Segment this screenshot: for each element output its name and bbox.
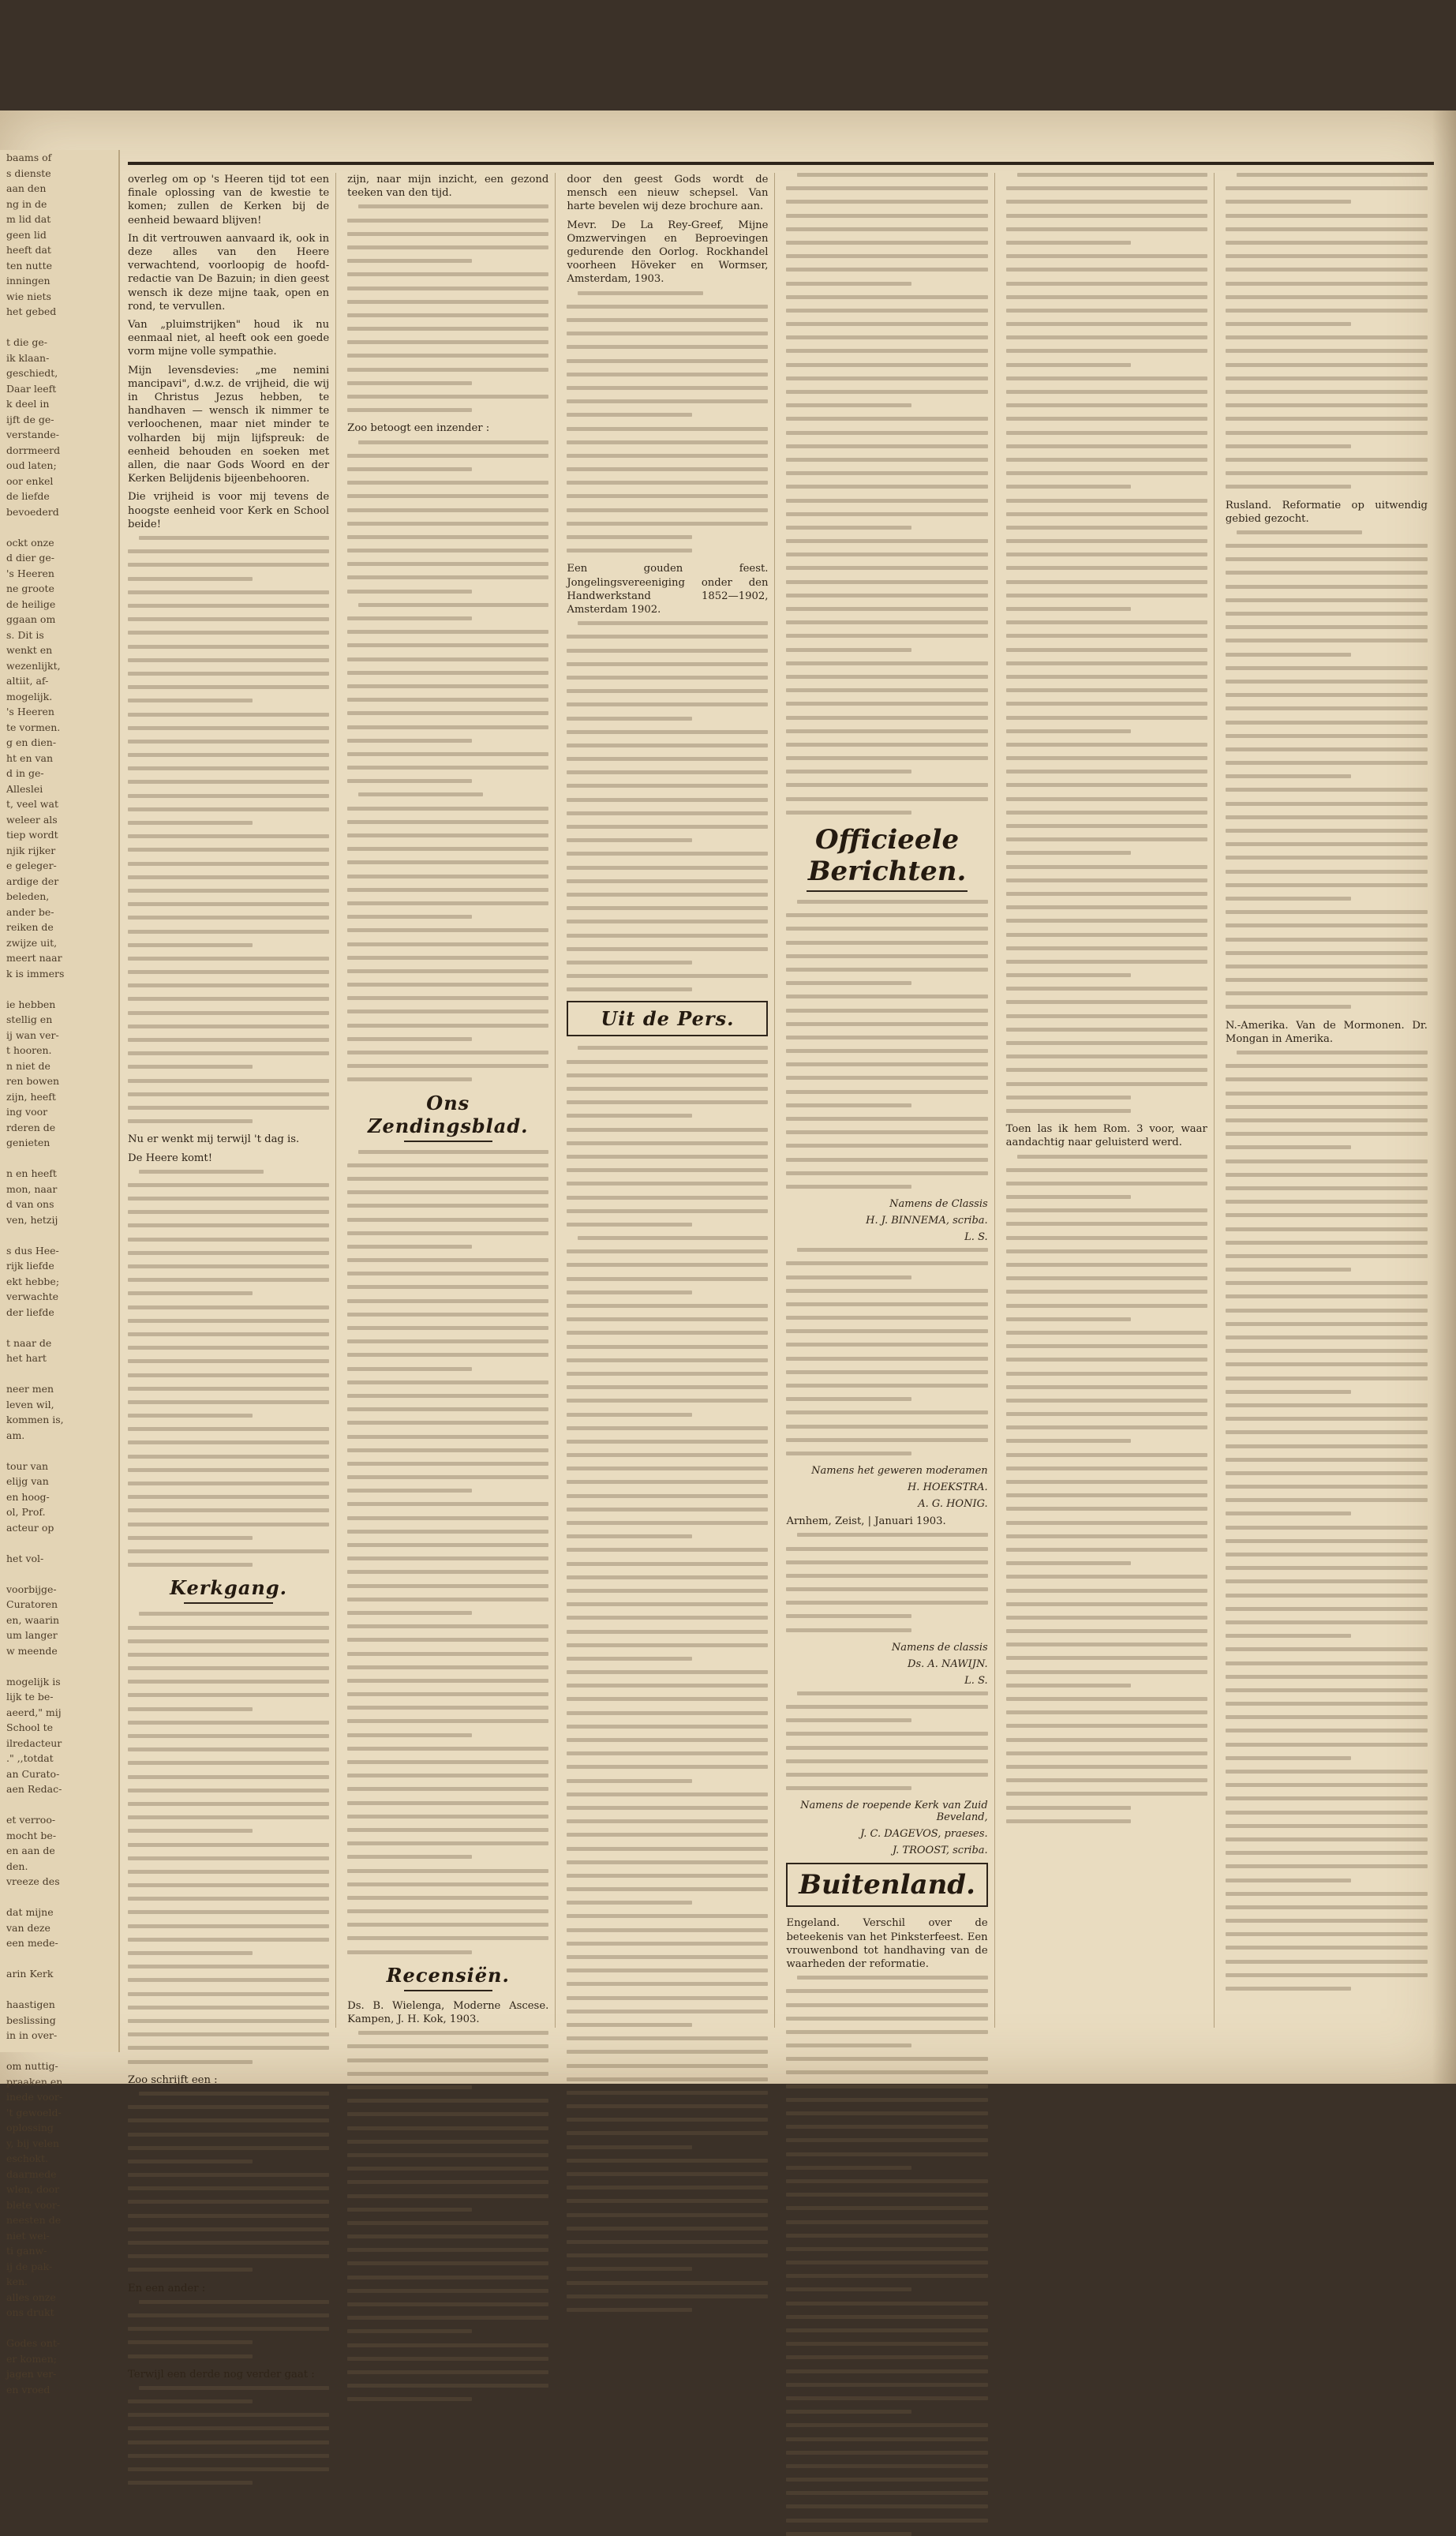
illegible-text-block [128, 536, 329, 1123]
adjacent-text-fragment: wenkt en [6, 644, 53, 656]
adjacent-text-fragment: ren bowen [6, 1075, 60, 1087]
adjacent-text-fragment: mon, naar [6, 1182, 58, 1195]
adjacent-text-fragment [0, 1227, 118, 1243]
adjacent-text-fragment [0, 1982, 118, 1998]
adjacent-text-fragment [0, 1535, 118, 1551]
column-1 [128, 173, 336, 2381]
adjacent-text-fragment: bevoederd [6, 505, 59, 518]
adjacent-text-fragment: der liefde [6, 1305, 54, 1318]
adjacent-text-fragment: g en dien- [6, 736, 57, 748]
adjacent-text-fragment: ven, hetzij [6, 1213, 58, 1226]
adjacent-text-fragment: blete voor- [6, 2198, 61, 2211]
adjacent-text-fragment: voorbijge- [6, 1583, 57, 1595]
illegible-text-block [347, 2031, 548, 2401]
column-3 [567, 173, 775, 2028]
illegible-text-block [347, 440, 548, 594]
adjacent-text-fragment: inningen [6, 275, 51, 287]
adjacent-text-fragment: beslissing [6, 2013, 56, 2026]
article-paragraph: Ds. B. Wielenga, Moderne Ascese. Kampen, J. H. Kok, 1903. [347, 1999, 549, 2026]
adjacent-text-fragment: reiken de [6, 921, 54, 933]
adjacent-text-fragment: niet wei- [6, 2229, 50, 2242]
illegible-text-block [786, 900, 987, 1189]
section-rule [184, 1602, 272, 1604]
adjacent-text-fragment: y, bij velen [6, 2137, 60, 2149]
adjacent-text-fragment: d in ge- [6, 767, 44, 779]
article-paragraph: Toen las ik hem Rom. 3 voor, waar aandachtig naar geluisterd werd. [1005, 1123, 1207, 1149]
adjacent-text-fragment: s. Dit is [6, 628, 44, 641]
adjacent-text-fragment: daarmede [6, 2167, 57, 2180]
signature-line: H. J. BINNEMA, scriba. [866, 1215, 988, 1227]
adjacent-text-fragment: alles onze [6, 2291, 56, 2303]
section-heading: Officieele Berichten. [807, 824, 967, 887]
illegible-text-block [347, 792, 548, 1081]
illegible-text-block [1006, 1155, 1207, 1823]
article-paragraph: Die vrijheid is voor mij tevens de hoogste eenheid voor Kerk en School beide! [128, 491, 330, 530]
signature-line: H. HOEKSTRA. [907, 1482, 988, 1494]
adjacent-text-fragment: het vol- [6, 1552, 44, 1564]
adjacent-text-fragment: ij wan ver- [6, 1028, 59, 1041]
illegible-text-block [1226, 1051, 1428, 1991]
adjacent-text-fragment: zijn, heeft [6, 1090, 56, 1103]
article-paragraph: Een gouden feest. Jongelingsvereeniging onder den Handwerkstand 1852—1902, Amsterdam 1902. [567, 563, 769, 616]
adjacent-text-fragment: ng in de [6, 197, 47, 210]
article-paragraph: Van „pluimstrijken" houd ik nu eenmaal niet, al heeft ook een goede vorm mijne volle sympathie. [128, 319, 330, 358]
article-paragraph: Nu er wenkt mij terwijl 't dag is. [128, 1133, 300, 1146]
section-heading: Uit de Pers. [601, 1007, 735, 1031]
text-columns [128, 173, 1434, 2381]
section-heading: Ons Zendingsblad. [368, 1091, 529, 1137]
article-paragraph: Arnhem, Zeist, | Januari 1903. [786, 1515, 946, 1528]
article-paragraph: Zoo schrijft een : [128, 2073, 218, 2086]
adjacent-text-fragment: t naar de [6, 1336, 52, 1349]
adjacent-text-fragment: 's Heeren [6, 567, 54, 579]
illegible-text-block [567, 621, 768, 991]
illegible-text-block [567, 1236, 768, 2312]
adjacent-text-fragment [0, 1658, 118, 1674]
adjacent-text-fragment: elijg van [6, 1475, 49, 1487]
illegible-text-block [1006, 173, 1207, 1113]
adjacent-text-fragment: rijk liefde [6, 1260, 54, 1272]
adjacent-text-fragment [0, 1366, 118, 1382]
article-paragraph: overleg om op 's Heeren tijd tot een finale oplossing van de kwestie te komen; zullen de Kerken bij de eenheid bewaard blijven! [128, 174, 330, 227]
adjacent-text-fragment: mocht be- [6, 1829, 57, 1841]
adjacent-text-fragment [0, 1890, 118, 1905]
section-rule [807, 890, 968, 892]
adjacent-text-fragment: am. [6, 1429, 25, 1441]
adjacent-text-fragment: ons drukt [6, 2306, 54, 2318]
adjacent-text-fragment: oplossing [6, 2122, 54, 2133]
adjacent-text-fragment: n niet de [6, 1059, 51, 1072]
section-rule [404, 1990, 492, 1991]
adjacent-text-fragment: ken. [6, 2276, 28, 2287]
adjacent-text-fragment: zwijze uit, [6, 936, 58, 949]
column-5 [1006, 173, 1215, 2028]
signature-line: Namens de Classis [889, 1198, 988, 1211]
adjacent-text-fragment: tiep wordt [6, 829, 58, 841]
adjacent-text-fragment: Curatoren [6, 1598, 58, 1610]
adjacent-text-fragment [0, 1151, 118, 1167]
adjacent-text-fragment: praaken en [6, 2075, 63, 2088]
adjacent-text-fragment: het hart [6, 1352, 47, 1364]
adjacent-text-fragment: en, waarin [6, 1613, 60, 1626]
adjacent-text-fragment: e geleger- [6, 860, 57, 871]
illegible-text-block [786, 1976, 987, 2536]
adjacent-text-fragment: aeerd," mij [6, 1706, 62, 1718]
adjacent-text-fragment [0, 320, 118, 335]
column-4 [786, 173, 994, 2028]
signature-line: Ds. A. NAWIJN. [908, 1658, 988, 1670]
adjacent-text-fragment: neer men [6, 1383, 54, 1395]
adjacent-text-fragment: acteur op [6, 1521, 54, 1534]
illegible-text-block [128, 2300, 329, 2358]
adjacent-text-fragment: t hooren. [6, 1044, 52, 1056]
adjacent-text-fragment: inede voor- [6, 2091, 63, 2103]
adjacent-text-fragment: et verroo- [6, 1814, 56, 1826]
illegible-text-block [128, 1170, 329, 1567]
adjacent-text-fragment: de heilige [6, 597, 56, 610]
adjacent-text-fragment [0, 2043, 118, 2059]
signature-line: L. S. [964, 1231, 988, 1244]
illegible-text-block [567, 291, 768, 553]
framed-section-heading [786, 1863, 987, 1907]
adjacent-text-fragment: baams of [6, 152, 52, 163]
adjacent-text-fragment: haastigen [6, 1998, 55, 2010]
adjacent-text-fragment: en hoog- [6, 1490, 50, 1503]
adjacent-text-fragment: dat mijne [6, 1906, 54, 1918]
adjacent-text-fragment: in in over- [6, 2029, 58, 2041]
adjacent-text-fragment: geen lid [6, 228, 47, 241]
adjacent-text-fragment: en aan de [6, 1845, 55, 1856]
adjacent-text-fragment: k deel in [6, 398, 50, 410]
article-paragraph: Zoo betoogt een inzender : [347, 422, 490, 435]
article-paragraph: Mevr. De La Rey-Greef, Mijne Omzwervingen en Beproevingen gedurende den Oorlog. Rockhandel voorheen Höveker en Wormser, Amsterdam, 1903. [567, 219, 769, 286]
adjacent-text-fragment: arin Kerk [6, 1968, 54, 1980]
adjacent-text-fragment [0, 2321, 118, 2336]
adjacent-text-fragment: s dienste [6, 167, 51, 179]
article-paragraph: Terwijl een derde nog verder gaat : [128, 2368, 315, 2381]
adjacent-text-fragment: ggaan om [6, 613, 56, 625]
illegible-text-block [347, 204, 548, 412]
adjacent-text-fragment: verstande- [6, 429, 59, 440]
adjacent-text-fragment [0, 1951, 118, 1967]
adjacent-text-fragment: en vroed [6, 2383, 51, 2396]
adjacent-text-fragment [0, 519, 118, 535]
column-6 [1226, 173, 1434, 2028]
adjacent-text-fragment: 's Heeren [6, 706, 54, 717]
article-paragraph: De Heere komt! [128, 1152, 213, 1164]
signature-line: L. S. [964, 1674, 988, 1687]
adjacent-text-fragment: um langer [6, 1629, 58, 1641]
adjacent-text-fragment: aen Redac- [6, 1783, 62, 1795]
adjacent-text-fragment: te vormen. [6, 721, 61, 733]
adjacent-text-fragment: d dier ge- [6, 552, 54, 564]
illegible-text-block [128, 1612, 329, 2063]
adjacent-text-fragment: ol, Prof. [6, 1506, 46, 1518]
adjacent-text-fragment: ander be- [6, 905, 54, 918]
adjacent-text-fragment: Alleslei [6, 782, 43, 795]
signature-line: Namens de classis [891, 1641, 988, 1654]
adjacent-text-fragment: kommen is, [6, 1414, 64, 1425]
adjacent-text-fragment: een mede- [6, 1937, 58, 1949]
adjacent-text-fragment: weleer als [6, 813, 58, 826]
adjacent-text-fragment: ing voor [6, 1106, 48, 1118]
adjacent-text-fragment: k is immers [6, 967, 65, 980]
adjacent-text-fragment: ockt onze [6, 536, 54, 549]
illegible-text-block [1226, 530, 1428, 1010]
adjacent-text-fragment: om nuttig- [6, 2060, 58, 2072]
framed-section-heading [567, 1001, 768, 1036]
adjacent-text-fragment: beleden, [6, 890, 50, 902]
section-rule [404, 1141, 492, 1142]
adjacent-text-fragment: ht en van [6, 751, 54, 764]
adjacent-text-fragment: stellig en [6, 1013, 53, 1025]
signature-line: Namens de roepende Kerk van Zuid Beveland, [800, 1800, 988, 1824]
adjacent-text-fragment: njik rijker [6, 844, 56, 856]
adjacent-text-fragment: ardige der [6, 875, 59, 887]
illegible-text-block [786, 1533, 987, 1631]
adjacent-text-fragment [0, 1566, 118, 1582]
adjacent-text-fragment: jagen ver- [6, 2368, 57, 2380]
illegible-text-block [128, 2092, 329, 2272]
adjacent-text-fragment: n en heeft [6, 1167, 57, 1179]
signature-line: Namens het geweren moderamen [811, 1465, 988, 1478]
illegible-text-block [1226, 173, 1428, 489]
adjacent-text-fragment: ijft de ge- [6, 413, 54, 425]
adjacent-text-fragment [0, 981, 118, 997]
section-heading: Recensiën. [386, 1963, 510, 1987]
adjacent-text-fragment: aan den [6, 182, 47, 194]
adjacent-text-fragment: School te [6, 1721, 54, 1733]
adjacent-text-fragment: oud laten; [6, 459, 57, 471]
illegible-text-block [347, 603, 548, 783]
adjacent-text-fragment: wie niets [6, 290, 51, 302]
adjacent-text-fragment: w meende [6, 1644, 58, 1657]
adjacent-text-fragment: heeft dat [6, 244, 51, 256]
adjacent-text-fragment: meert naar [6, 952, 62, 964]
adjacent-text-fragment: ." ,,totdat [6, 1752, 54, 1764]
adjacent-text-fragment [0, 1443, 118, 1459]
adjacent-text-fragment: tour van [6, 1459, 49, 1472]
illegible-text-block [128, 2386, 329, 2485]
adjacent-text-fragment: an Curato- [6, 1767, 60, 1780]
adjacent-text-fragment: t, veel wat [6, 798, 58, 810]
adjacent-text-fragment: m lid dat [6, 213, 51, 225]
article-paragraph: door den geest Gods wordt de mensch een nieuw schepsel. Van harte bevelen wij deze brochure aan. [567, 174, 769, 213]
section-heading: Kerkgang. [170, 1576, 287, 1600]
adjacent-text-fragment: ti ganw- [6, 2245, 47, 2257]
article-paragraph: Mijn levensdevies: „me nemini mancipavi", d.w.z. de vrijheid, die wij in Christus Jezus hebben, te handhaven — wensch ik nimmer te verloochenen, maar niet minder te volharden bij mijn lijfspreuk: de eenheid behouden en soeken met allen, die naar Gods Woord en der Kerken Belijdenis bijeenbehooren. [128, 364, 330, 485]
adjacent-text-fragment: wezenlijkt, [6, 659, 61, 672]
adjacent-text-fragment: s dus Hee- [6, 1244, 59, 1257]
adjacent-text-fragment: geschiedt, [6, 367, 58, 379]
article-paragraph: Rusland. Reformatie op uitwendig gebied gezocht. [1225, 499, 1428, 525]
illegible-text-block [347, 1150, 548, 1954]
adjacent-text-fragment: ie hebben [6, 998, 56, 1010]
adjacent-text-fragment: de liefde [6, 490, 50, 502]
adjacent-text-fragment: wlen, door [6, 2183, 60, 2195]
adjacent-page-strip [0, 150, 120, 2396]
signature-line: J. TROOST, scriba. [892, 1845, 988, 1857]
column-2 [347, 173, 556, 2028]
article-paragraph: In dit vertrouwen aanvaard ik, ook in deze alles van den Heere verwachtend, voorloopig de hoofd-redactie van De Bazuin; in dien geest wensch ik deze mijne taak, open en rond, te vervullen. [128, 232, 330, 313]
adjacent-text-fragment: Daar leeft [6, 382, 57, 395]
page-edge-shadow [1432, 111, 1456, 2084]
adjacent-text-fragment: vreeze des [6, 1875, 60, 1887]
adjacent-text-fragment: Godes ont- [6, 2337, 61, 2349]
adjacent-text-fragment: ik klaan- [6, 351, 50, 364]
adjacent-text-fragment [0, 1320, 118, 1335]
adjacent-text-fragment: lijk te be- [6, 1691, 54, 1703]
signature-line: J. C. DAGEVOS, praeses. [860, 1828, 988, 1841]
adjacent-text-fragment: mogelijk is [6, 1675, 61, 1688]
adjacent-text-fragment: ij de pak- [6, 2260, 53, 2272]
adjacent-text-fragment [0, 1797, 118, 1813]
article-paragraph: En een ander : [128, 2282, 206, 2294]
illegible-text-block [567, 1046, 768, 1226]
article-paragraph: N.-Amerika. Van de Mormonen. Dr. Mongan in Amerika. [1225, 1019, 1428, 1045]
adjacent-text-fragment: van deze [6, 1921, 51, 1934]
adjacent-text-fragment: 't gewoeld- [6, 2106, 62, 2118]
adjacent-text-fragment: ilredacteur [6, 1736, 62, 1749]
illegible-text-block [786, 1248, 987, 1455]
adjacent-text-fragment: t die ge- [6, 336, 47, 348]
signature-line: A. G. HONIG. [918, 1498, 988, 1511]
adjacent-text-fragment: den. [6, 1860, 28, 1872]
section-heading: Buitenland. [799, 1869, 975, 1901]
article-paragraph: Engeland. Verschil over de beteekenis van het Pinksterfeest. Een vrouwenbond tot handhaving van de waarheden der reformatie. [786, 1917, 988, 1970]
adjacent-text-fragment: dorrmeerd [6, 444, 61, 456]
adjacent-text-fragment: mogelijk. [6, 690, 53, 702]
adjacent-text-fragment: d van ons [6, 1198, 54, 1210]
adjacent-text-fragment: eschokt. [6, 2152, 48, 2164]
adjacent-text-fragment: neesten de [6, 2214, 62, 2226]
adjacent-text-fragment: ten nutte [6, 259, 52, 272]
adjacent-text-fragment: rderen de [6, 1121, 56, 1133]
adjacent-text-fragment: ne groote [6, 582, 54, 594]
adjacent-text-fragment: er komen; [6, 2352, 57, 2365]
article-paragraph: zijn, naar mijn inzicht, een gezond teeken van den tijd. [347, 174, 549, 200]
adjacent-text-fragment: verwachte [6, 1290, 59, 1302]
newspaper-page [128, 162, 1434, 2381]
adjacent-text-fragment: genieten [6, 1137, 51, 1148]
illegible-text-block [786, 1691, 987, 1790]
top-rule [128, 162, 1434, 165]
adjacent-text-fragment: het gebed [6, 305, 57, 317]
adjacent-text-fragment: ekt hebbe; [6, 1275, 60, 1287]
adjacent-text-fragment: oor enkel [6, 474, 54, 487]
adjacent-text-fragment: leven wil, [6, 1398, 54, 1410]
adjacent-text-fragment: altiit, af- [6, 675, 49, 687]
illegible-text-block [786, 173, 987, 815]
